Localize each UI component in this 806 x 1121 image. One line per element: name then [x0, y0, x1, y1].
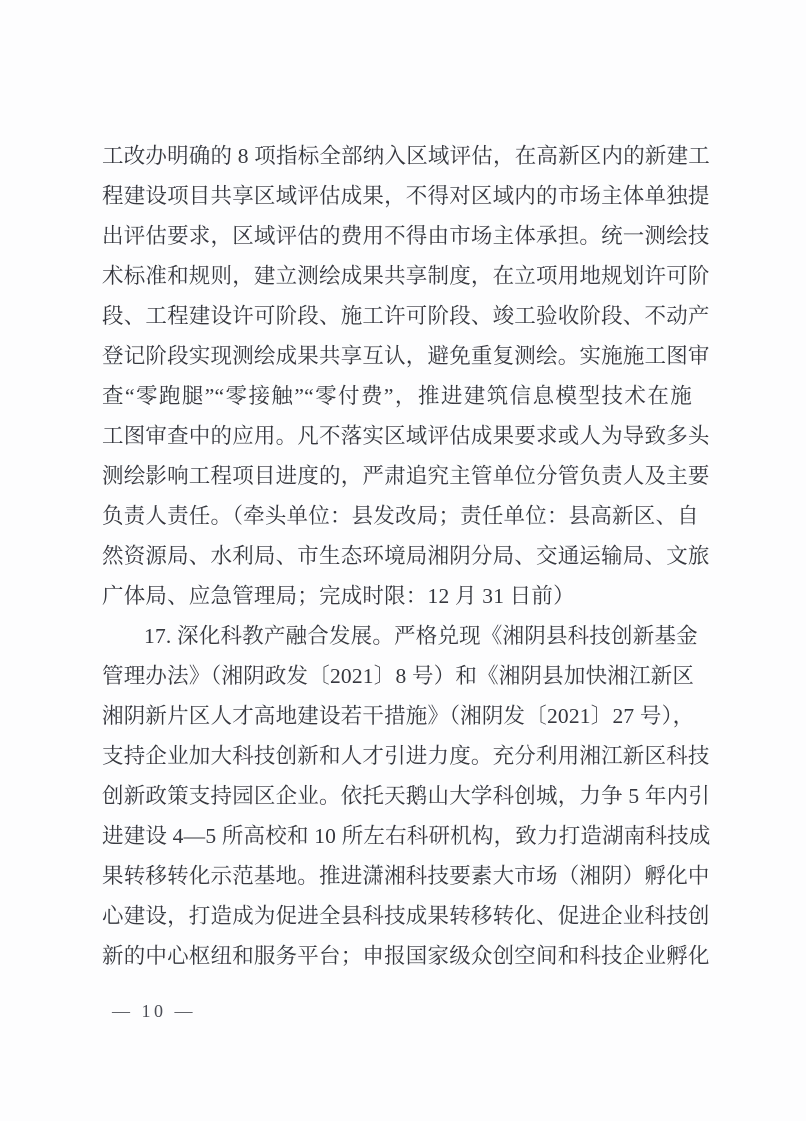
text-line: 负责人责任。（牵头单位：县发改局；责任单位：县高新区、自	[102, 504, 699, 528]
text-line: 登记阶段实现测绘成果共享互认，避免重复测绘。实施施工图审	[102, 344, 710, 368]
text-line: 然资源局、水利局、市生态环境局湘阴分局、交通运输局、文旅	[102, 544, 710, 568]
body-text	[102, 136, 711, 976]
text-line: 果转移转化示范基地。推进潇湘科技要素大市场（湘阴）孵化中	[102, 864, 710, 888]
text-line: 程建设项目共享区域评估成果，不得对区域内的市场主体单独提	[102, 184, 710, 208]
text-line: 湘阴新片区人才高地建设若干措施》（湘阴发〔2021〕27 号），	[102, 704, 695, 728]
text-line: 查“零跑腿”“零接触”“零付费”，推进建筑信息模型技术在施	[102, 384, 692, 408]
text-line-paragraph-end: 广体局、应急管理局；完成时限：12 月 31 日前）	[102, 584, 575, 608]
text-line: 术标准和规则，建立测绘成果共享制度，在立项用地规划许可阶	[102, 264, 710, 288]
page-number: — 10 —	[112, 1001, 196, 1021]
text-line: 进建设 4—5 所高校和 10 所左右科研机构，致力打造湖南科技成	[102, 824, 711, 848]
text-line: 出评估要求，区域评估的费用不得由市场主体承担。统一测绘技	[102, 224, 710, 248]
text-line-item-17-start: 17. 深化科教产融合发展。严格兑现《湘阴县科技创新基金	[144, 624, 698, 648]
text-line: 段、工程建设许可阶段、施工许可阶段、竣工验收阶段、不动产	[102, 304, 710, 328]
text-line: 管理办法》（湘阴政发〔2021〕8 号）和《湘阴县加快湘江新区	[102, 664, 695, 688]
text-line: 心建设，打造成为促进全县科技成果转移转化、促进企业科技创	[102, 904, 710, 928]
text-line: 工改办明确的 8 项指标全部纳入区域评估，在高新区内的新建工	[102, 144, 711, 168]
text-line: 新的中心枢纽和服务平台；申报国家级众创空间和科技企业孵化	[102, 944, 710, 968]
text-line: 测绘影响工程项目进度的，严肃追究主管单位分管负责人及主要	[102, 464, 710, 488]
text-line: 工图审查中的应用。凡不落实区域评估成果要求或人为导致多头	[102, 424, 710, 448]
text-line: 支持企业加大科技创新和人才引进力度。充分利用湘江新区科技	[102, 744, 710, 768]
text-line: 创新政策支持园区企业。依托天鹅山大学科创城，力争 5 年内引	[102, 784, 711, 808]
